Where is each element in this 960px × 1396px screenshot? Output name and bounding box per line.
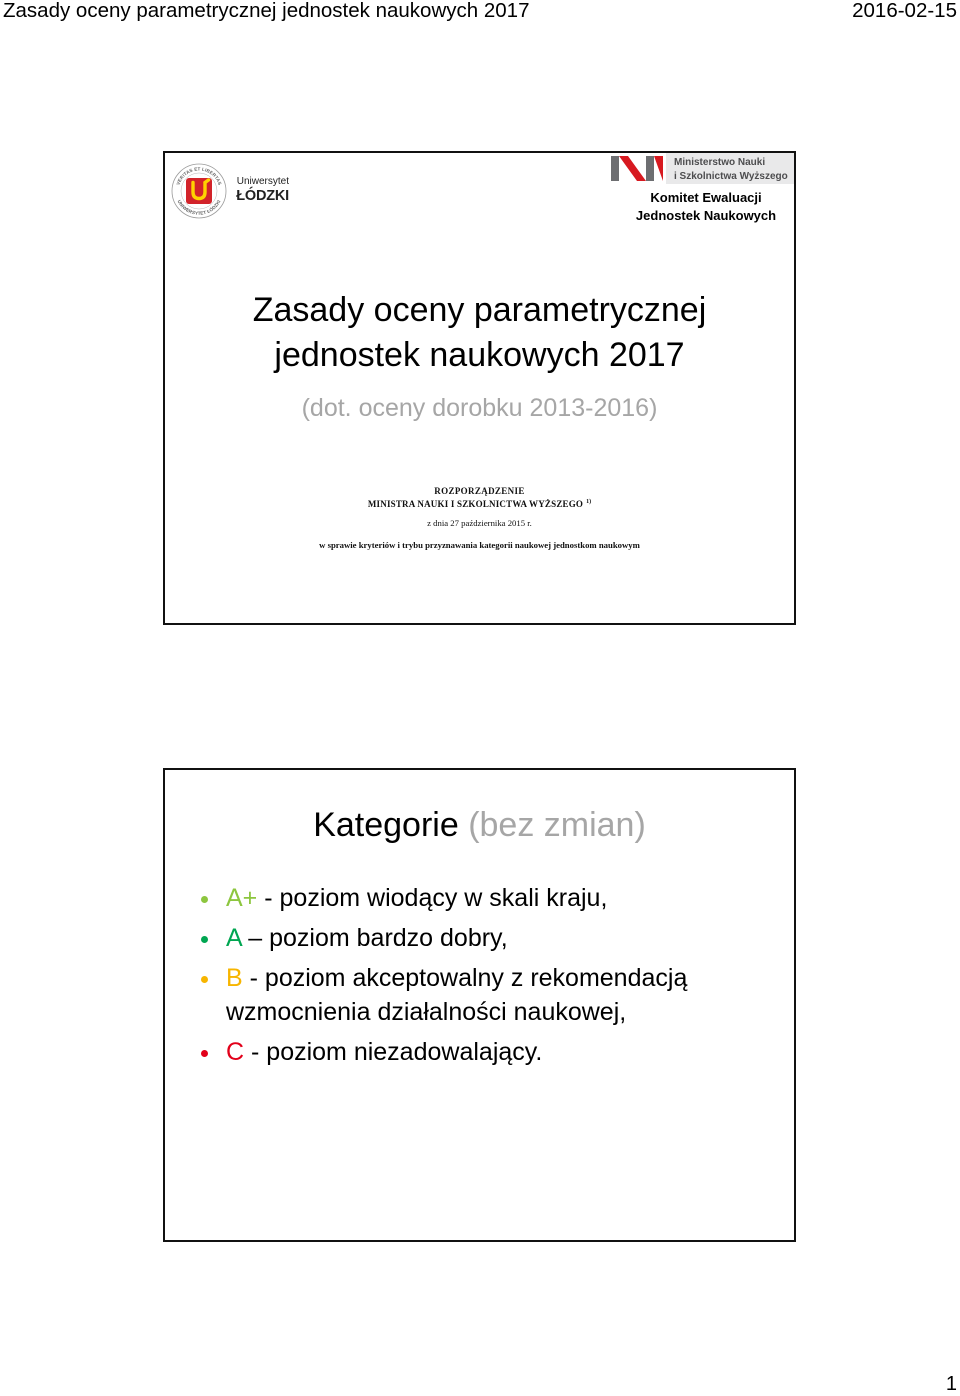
category-description: - poziom wiodący w skali kraju, (264, 884, 608, 912)
committee-name-line-2: Jednostek Naukowych (635, 208, 777, 223)
slide-1-title-line-2: jednostek naukowych 2017 (274, 336, 685, 374)
category-grade: A+ (226, 884, 258, 912)
category-item-c (226, 1035, 766, 1069)
regulation-subject: w sprawie kryteriów i trybu przyznawania kategorii naukowej jednostkom naukowym (319, 540, 640, 550)
regulation-issuer (165, 498, 794, 510)
university-wordmark-line-2: ŁÓDZKI (236, 188, 289, 204)
slide-categories (163, 768, 796, 1242)
bullet-dot (201, 976, 208, 983)
category-grade: A (226, 924, 242, 952)
page-number: 1 (945, 1373, 957, 1395)
bullet-dot (201, 936, 208, 943)
ministry-logo-mark-right (646, 156, 654, 181)
ministry-logo-mark-diagonal (619, 156, 646, 181)
slide-2-title-note: (bez zmian) (468, 806, 646, 844)
category-grade: B (226, 964, 243, 992)
university-seal-logo (171, 163, 227, 219)
category-item-a-plus (226, 881, 766, 915)
regulation-heading: ROZPORZĄDZENIE (434, 486, 525, 496)
university-wordmark (227, 176, 289, 204)
slide-1-title (165, 288, 794, 378)
running-header-title: Zasady oceny parametrycznej jednostek naukowych 2017 (3, 0, 530, 22)
university-wordmark-line-1: Uniwersytet (236, 176, 289, 187)
bullet-dot (201, 896, 208, 903)
ministry-logo (608, 153, 794, 184)
category-item-b (226, 961, 766, 1029)
slide-title-page (163, 151, 796, 625)
slide-1-title-line-1: Zasady oceny parametrycznej (252, 291, 707, 329)
bullet-dot (201, 1050, 208, 1057)
slide-2-title (165, 803, 794, 847)
regulation-date: z dnia 27 października 2015 r. (427, 518, 532, 528)
committee-name-line-1: Komitet Ewaluacji (650, 190, 762, 205)
ministry-logo-mark-arrow (654, 156, 663, 181)
running-header-date: 2016-02-15 (852, 0, 957, 22)
regulation-issuer-text: MINISTRA NAUKI I SZKOLNICTWA WYŻSZEGO (367, 499, 584, 509)
category-list (226, 881, 766, 1075)
category-description: – poziom bardzo dobry, (248, 924, 508, 952)
committee-name (621, 189, 791, 225)
category-item-a (226, 921, 766, 955)
slide-1-subtitle: (dot. oceny dorobku 2013-2016) (301, 394, 658, 422)
ministry-logo-mark-left (611, 156, 619, 181)
ministry-logo-line-2: i Szkolnictwa Wyższego (674, 171, 788, 182)
category-description: - poziom akceptowalny z rekomendacją wzmocnienia działalności naukowej, (226, 964, 688, 1026)
regulation-footnote-ref: 1) (586, 499, 592, 505)
seal-top-text: VERITAS ET LIBERTAS (175, 166, 223, 186)
category-grade: C (226, 1038, 245, 1066)
slide-2-title-main: Kategorie (313, 806, 459, 844)
seal-bottom-text: UNIWERSYTET ŁÓDZKI (176, 199, 222, 216)
category-description: - poziom niezadowalający. (251, 1038, 543, 1066)
ministry-logo-line-1: Ministerstwo Nauki (674, 157, 766, 168)
